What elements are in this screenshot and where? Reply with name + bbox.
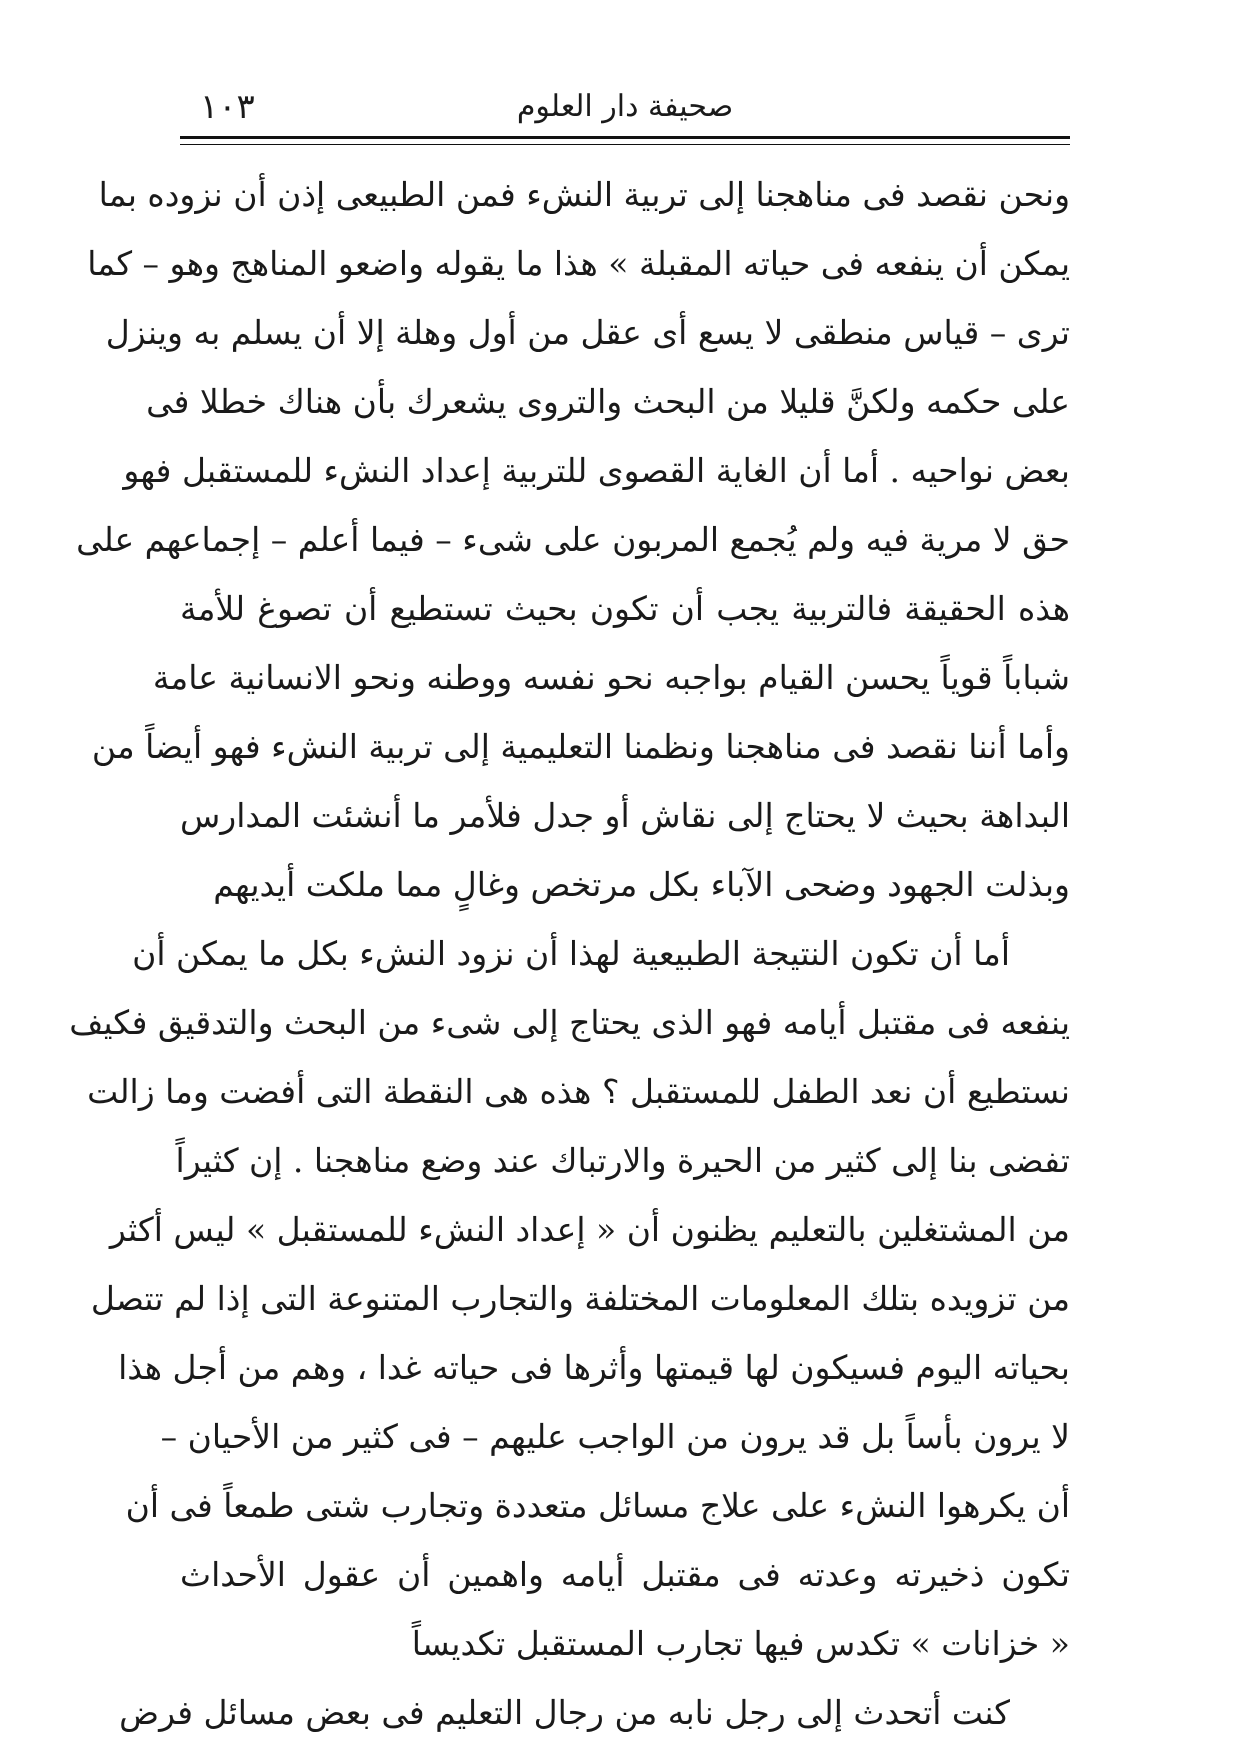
page-header — [180, 84, 1070, 136]
text-line: تكون ذخيرته وعدته فى مقتبل أيامه واهمين أن عقول الأحداث — [180, 1555, 1070, 1594]
body-text — [69, 160, 1070, 1747]
text-line: بحياته اليوم فسيكون لها قيمتها وأثرها فى حياته غدا ، وهم من أجل هذا — [118, 1348, 1070, 1387]
text-line: تفضى بنا إلى كثير من الحيرة والارتباك عند وضع مناهجنا . إن كثيراً — [175, 1141, 1070, 1180]
header-rule-thin — [180, 144, 1070, 145]
text-line: هذه الحقيقة فالتربية يجب أن تكون بحيث تستطيع أن تصوغ للأمة — [180, 589, 1070, 628]
text-line: بعض نواحيه . أما أن الغاية القصوى للتربية إعداد النشء للمستقبل فهو — [123, 451, 1070, 490]
running-title: صحيفة دار العلوم — [516, 89, 734, 124]
text-line: على حكمه ولكنَّ قليلا من البحث والتروى يشعرك بأن هناك خطلا فى — [146, 382, 1070, 421]
text-line: أما أن تكون النتيجة الطبيعية لهذا أن نزود النشء بكل ما يمكن أن — [132, 934, 1010, 973]
page-number: ١٠٣ — [200, 87, 255, 127]
text-line: نستطيع أن نعد الطفل للمستقبل ؟ هذه هى النقطة التى أفضت وما زالت — [87, 1072, 1070, 1111]
text-line: من تزويده بتلك المعلومات المختلفة والتجارب المتنوعة التى إذا لم تتصل — [90, 1279, 1070, 1318]
text-line: ينفعه فى مقتبل أيامه فهو الذى يحتاج إلى شىء من البحث والتدقيق فكيف — [69, 1003, 1070, 1042]
text-line: وبذلت الجهود وضحى الآباء بكل مرتخص وغالٍ مما ملكت أيديهم — [213, 865, 1070, 904]
text-line: البداهة بحيث لا يحتاج إلى نقاش أو جدل فلأمر ما أنشئت المدارس — [180, 796, 1070, 835]
text-line: شباباً قوياً يحسن القيام بواجبه نحو نفسه ووطنه ونحو الانسانية عامة — [152, 658, 1070, 697]
text-line: كنت أتحدث إلى رجل نابه من رجال التعليم فى بعض مسائل فرض — [119, 1693, 1010, 1732]
text-line: لا يرون بأساً بل قد يرون من الواجب عليهم – فى كثير من الأحيان – — [160, 1417, 1070, 1456]
text-line: يمكن أن ينفعه فى حياته المقبلة » هذا ما يقوله واضعو المناهج وهو – كما — [87, 244, 1070, 283]
header-rule-thick — [180, 136, 1070, 139]
text-line: « خزانات » تكدس فيها تجارب المستقبل تكديساً — [411, 1624, 1070, 1663]
text-line: وأما أننا نقصد فى مناهجنا ونظمنا التعليمية إلى تربية النشء فهو أيضاً من — [91, 727, 1070, 766]
text-line: ترى – قياس منطقى لا يسع أى عقل من أول وهلة إلا أن يسلم به وينزل — [105, 313, 1070, 352]
text-line: ونحن نقصد فى مناهجنا إلى تربية النشء فمن الطبيعى إذن أن نزوده بما — [98, 175, 1070, 214]
text-line: أن يكرهوا النشء على علاج مسائل متعددة وتجارب شتى طمعاً فى أن — [125, 1486, 1070, 1525]
text-line: حق لا مرية فيه ولم يُجمع المربون على شىء – فيما أعلم – إجماعهم على — [76, 520, 1070, 559]
text-line: من المشتغلين بالتعليم يظنون أن « إعداد النشء للمستقبل » ليس أكثر — [109, 1210, 1070, 1249]
